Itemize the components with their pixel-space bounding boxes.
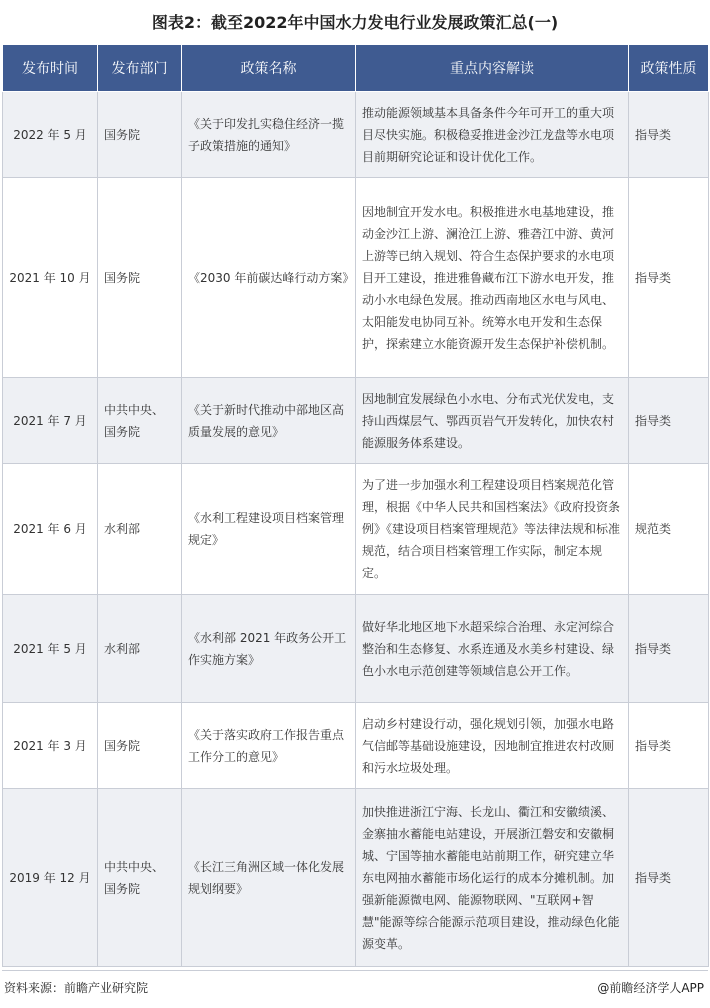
table-row [3, 178, 709, 378]
table-row [3, 378, 709, 464]
table-row [3, 464, 709, 595]
cell-name: 《水利工程建设项目档案管理规定》 [182, 464, 356, 595]
cell-type: 指导类 [629, 595, 709, 703]
cell-time: 2021 年 10 月 [3, 178, 98, 378]
cell-time: 2021 年 5 月 [3, 595, 98, 703]
policy-table [2, 44, 709, 967]
table-row [3, 789, 709, 967]
cell-time: 2021 年 6 月 [3, 464, 98, 595]
cell-dept: 国务院 [98, 703, 182, 789]
cell-dept: 水利部 [98, 464, 182, 595]
cell-content: 加快推进浙江宁海、长龙山、衢江和安徽绩溪、金寨抽水蓄能电站建设，开展浙江磐安和安徽桐城、宁国等抽水蓄能电站前期工作，研究建立华东电网抽水蓄能市场化运行的成本分摊机制。加强新能源微电网、能源物联网、"互联网+智慧"能源等综合能源示范项目建设，推动绿色化能源变革。 [356, 789, 629, 967]
cell-name: 《关于新时代推动中部地区高质量发展的意见》 [182, 378, 356, 464]
cell-content: 因地制宜开发水电。积极推进水电基地建设，推动金沙江上游、澜沧江上游、雅砻江中游、黄河上游等已纳入规划、符合生态保护要求的水电项目开工建设，推进雅鲁藏布江下游水电开发，推动小水电绿色发展。推动西南地区水电与风电、太阳能发电协同互补。统筹水电开发和生态保护，探索建立水能资源开发生态保护补偿机制。 [356, 178, 629, 378]
header-time: 发布时间 [3, 45, 98, 92]
cell-dept: 水利部 [98, 595, 182, 703]
cell-content: 启动乡村建设行动，强化规划引领，加强水电路气信邮等基础设施建设，因地制宜推进农村改厕和污水垃圾处理。 [356, 703, 629, 789]
cell-time: 2021 年 3 月 [3, 703, 98, 789]
header-type: 政策性质 [629, 45, 709, 92]
cell-content: 推动能源领域基本具备条件今年可开工的重大项目尽快实施。积极稳妥推进金沙江龙盘等水电项目前期研究论证和设计优化工作。 [356, 92, 629, 178]
cell-name: 《关于落实政府工作报告重点工作分工的意见》 [182, 703, 356, 789]
table-row [3, 92, 709, 178]
cell-name: 《2030 年前碳达峰行动方案》 [182, 178, 356, 378]
cell-name: 《长江三角洲区域一体化发展规划纲要》 [182, 789, 356, 967]
table-header-row [3, 45, 709, 92]
table-row [3, 595, 709, 703]
header-name: 政策名称 [182, 45, 356, 92]
cell-content: 因地制宜发展绿色小水电、分布式光伏发电，支持山西煤层气、鄂西页岩气开发转化，加快农村能源服务体系建设。 [356, 378, 629, 464]
cell-type: 指导类 [629, 789, 709, 967]
cell-type: 指导类 [629, 378, 709, 464]
source-note: 资料来源：前瞻产业研究院 [4, 981, 149, 995]
cell-time: 2022 年 5 月 [3, 92, 98, 178]
cell-dept: 国务院 [98, 178, 182, 378]
footer-divider [2, 970, 708, 971]
cell-dept: 中共中央、国务院 [98, 378, 182, 464]
cell-content: 为了进一步加强水利工程建设项目档案规范化管理，根据《中华人民共和国档案法》《政府投资条例》《建设项目档案管理规范》等法律法规和标准规范，结合项目档案管理工作实际，制定本规定。 [356, 464, 629, 595]
header-content: 重点内容解读 [356, 45, 629, 92]
cell-time: 2021 年 7 月 [3, 378, 98, 464]
table-row [3, 703, 709, 789]
page-title: 图表2：截至2022年中国水力发电行业发展政策汇总(一) [151, 13, 559, 32]
brand-credit: @前瞻经济学人APP [597, 981, 704, 995]
cell-type: 指导类 [629, 703, 709, 789]
cell-dept: 国务院 [98, 92, 182, 178]
cell-dept: 中共中央、国务院 [98, 789, 182, 967]
cell-time: 2019 年 12 月 [3, 789, 98, 967]
cell-name: 《关于印发扎实稳住经济一揽子政策措施的通知》 [182, 92, 356, 178]
cell-type: 指导类 [629, 92, 709, 178]
cell-name: 《水利部 2021 年政务公开工作实施方案》 [182, 595, 356, 703]
header-dept: 发布部门 [98, 45, 182, 92]
cell-type: 规范类 [629, 464, 709, 595]
cell-content: 做好华北地区地下水超采综合治理、永定河综合整治和生态修复、水系连通及水美乡村建设、绿色小水电示范创建等领域信息公开工作。 [356, 595, 629, 703]
cell-type: 指导类 [629, 178, 709, 378]
